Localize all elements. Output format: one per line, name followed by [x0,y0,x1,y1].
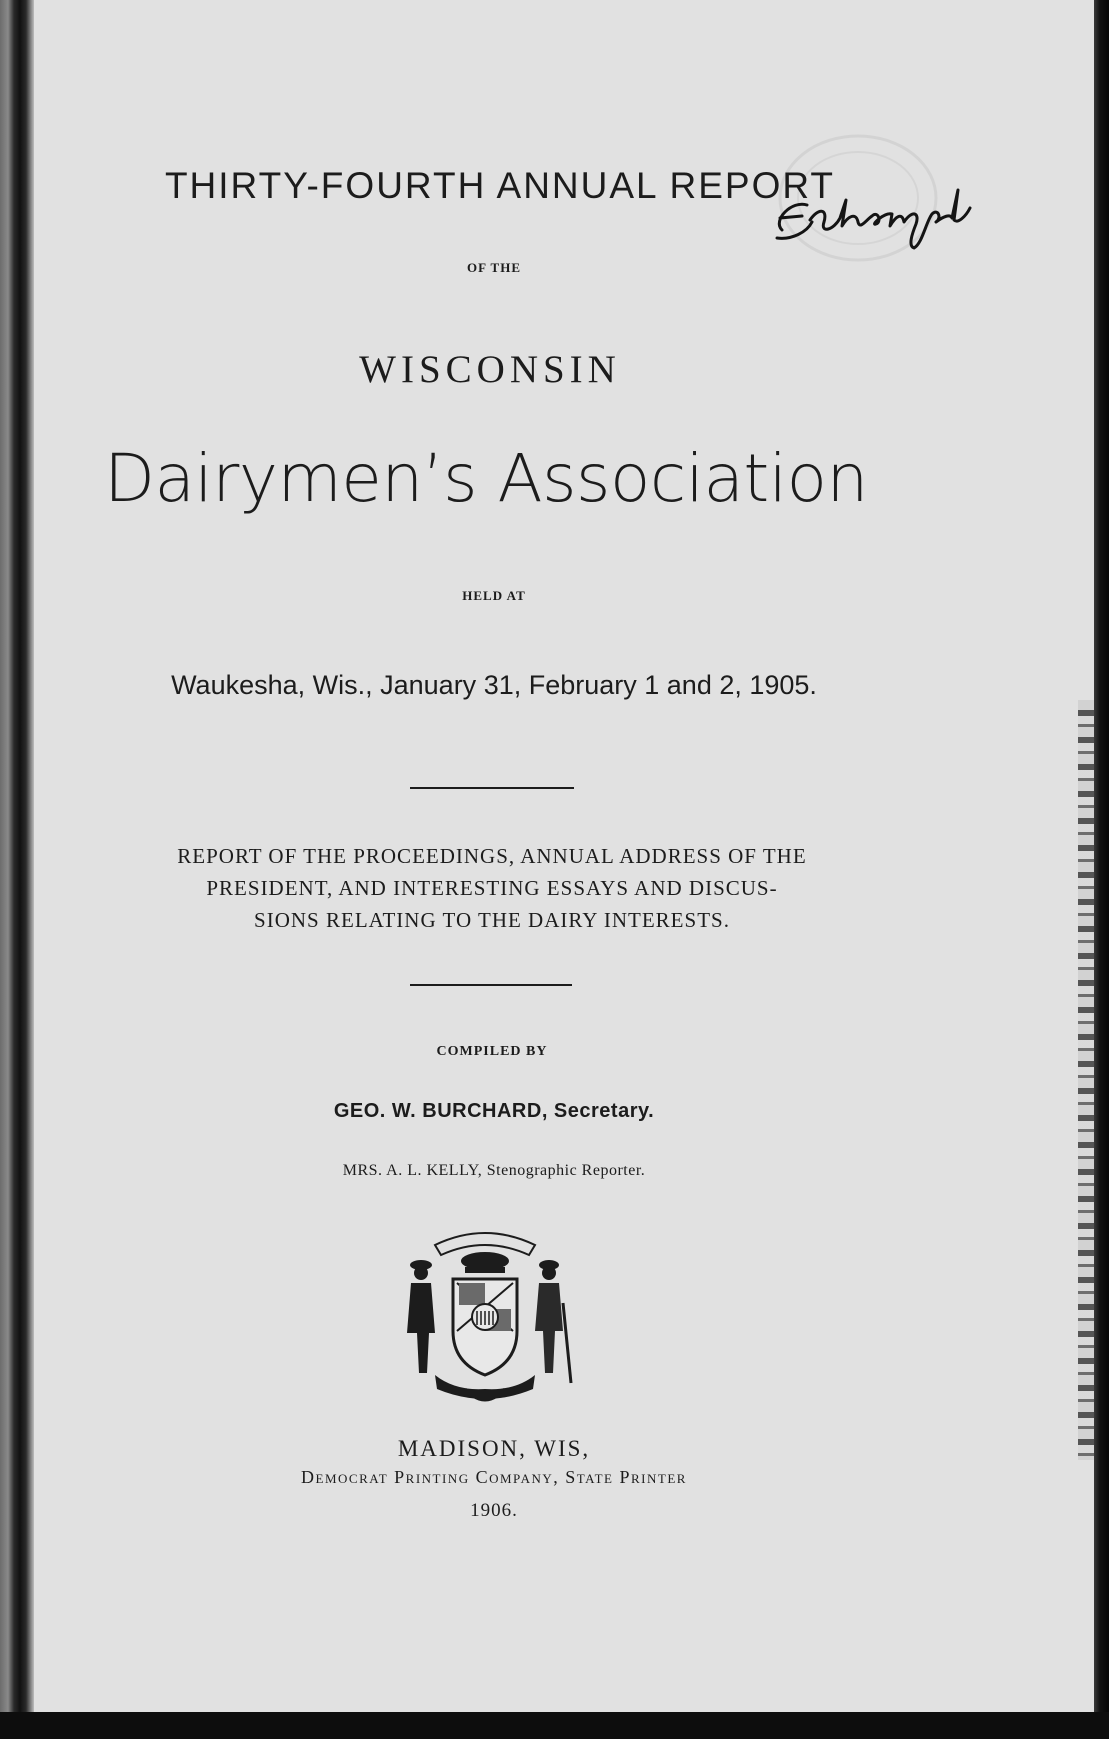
proceedings-line-1: REPORT OF THE PROCEEDINGS, ANNUAL ADDRESS OF THE [177,844,807,868]
scan-right-edge [1094,0,1109,1739]
organization-name: Dairymen’s Association [104,440,868,517]
imprint-city: MADISON, WIS, [397,1436,591,1461]
divider-rule [410,787,574,789]
reporter-credit: MRS. A. L. KELLY, Stenographic Reporter. [342,1162,646,1179]
imprint-printer: Democrat Printing Company, State Printer [301,1467,687,1487]
secretary-credit: GEO. W. BURCHARD, Secretary. [333,1100,655,1122]
of-the-label: OF THE [466,260,522,275]
book-spine-edge [1078,700,1094,1460]
compiled-by-label: COMPILED BY [436,1044,548,1059]
report-title: THIRTY-FOURTH ANNUAL REPORT [164,165,836,206]
handwritten-exchanged-note [762,160,992,260]
state-name: WISCONSIN [359,348,621,391]
scan-bottom-edge [0,1712,1109,1739]
held-at-label: HELD AT [462,588,526,603]
proceedings-line-2: PRESIDENT, AND INTERESTING ESSAYS AND DISCUS- [206,876,778,900]
wisconsin-coat-of-arms-icon [395,1213,575,1413]
divider-rule [410,984,572,986]
meeting-place-and-dates: Waukesha, Wis., January 31, February 1 and 2, 1905. [171,670,817,700]
proceedings-line-3: SIONS RELATING TO THE DAIRY INTERESTS. [254,908,730,932]
imprint-year: 1906. [470,1500,518,1521]
